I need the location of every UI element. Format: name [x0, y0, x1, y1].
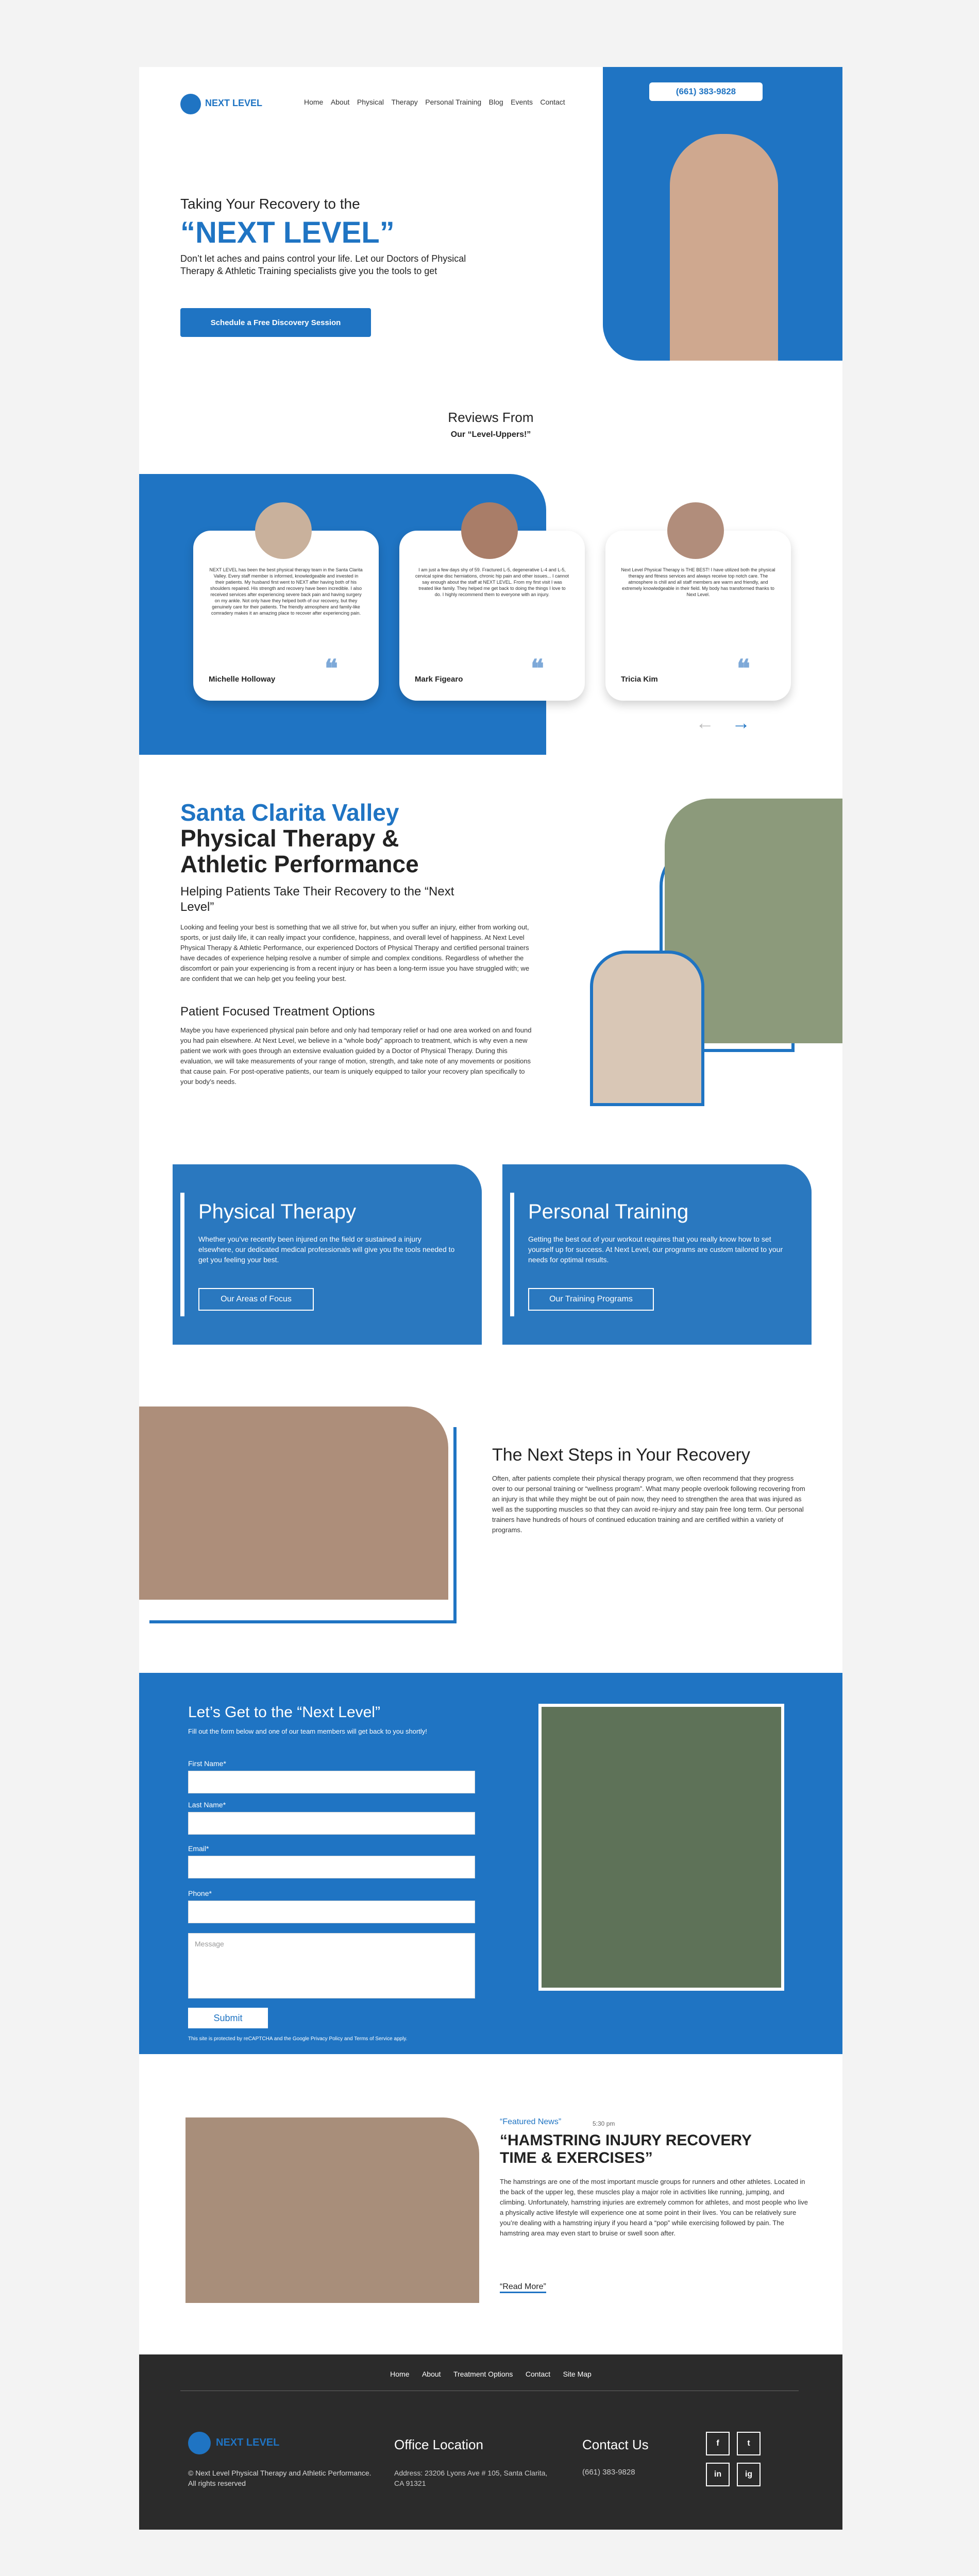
- footer-nav: [139, 2370, 842, 2379]
- hero-highlight: “NEXT LEVEL”: [180, 216, 395, 249]
- review-avatar: [255, 502, 312, 559]
- logo-icon: [180, 94, 201, 114]
- footer-link-home[interactable]: Home: [390, 2370, 410, 2378]
- quote-icon: ❝: [531, 654, 544, 683]
- phone-input[interactable]: [188, 1901, 475, 1923]
- last-name-input[interactable]: [188, 1812, 475, 1835]
- hero-title: Taking Your Recovery to the: [180, 196, 360, 212]
- form-subtitle: Fill out the form below and one of our team members will get back to you shortly!: [188, 1727, 427, 1735]
- nav-about[interactable]: About: [330, 98, 350, 106]
- email-label: Email*: [188, 1844, 209, 1853]
- service-accent-bar: [180, 1193, 184, 1316]
- twitter-icon[interactable]: t: [737, 2432, 761, 2455]
- recaptcha-note: This site is protected by reCAPTCHA and the Google Privacy Policy and Terms of Service apply.: [188, 2036, 408, 2042]
- training-programs-button[interactable]: Our Training Programs: [528, 1288, 654, 1311]
- footer-phone[interactable]: (661) 383-9828: [582, 2468, 635, 2477]
- service-accent-bar: [510, 1193, 514, 1316]
- hero-subtitle: Don’t let aches and pains control your life. Let our Doctors of Physical Therapy & Athletic Training specialists give you the tools to get: [180, 253, 466, 276]
- quote-icon: ❝: [737, 654, 750, 683]
- service-card-personal-training[interactable]: [502, 1164, 812, 1345]
- review-text: Next Level Physical Therapy is THE BEST! I have utilized both the physical therapy and fitness services and always receive top notch care. The atmosphere is chill and all staff members are warm and friendly, and extremely knowledgeable in their field. My body has transformed thanks to Next Level.: [621, 567, 775, 597]
- nav-personal-training[interactable]: Personal Training: [425, 98, 482, 106]
- footer-link-sitemap[interactable]: Site Map: [563, 2370, 592, 2378]
- footer-link-treatment[interactable]: Treatment Options: [453, 2370, 513, 2378]
- hero-photo-panel: [603, 67, 842, 361]
- phone-button[interactable]: (661) 383-9828: [649, 82, 763, 101]
- last-name-label: Last Name*: [188, 1801, 226, 1809]
- social-icons: [706, 2432, 768, 2488]
- main-nav[interactable]: [304, 98, 613, 113]
- office-address: Address: 23206 Lyons Ave # 105, Santa Clarita, CA 91321: [394, 2469, 548, 2487]
- linkedin-icon[interactable]: in: [706, 2463, 730, 2486]
- next-steps-title: The Next Steps in Your Recovery: [492, 1445, 750, 1465]
- message-placeholder: Message: [195, 1940, 224, 1948]
- news-title: “HAMSTRING INJURY RECOVERY TIME & EXERCISES”: [500, 2132, 752, 2166]
- review-card: [605, 531, 791, 701]
- review-card: [193, 531, 379, 701]
- service-text: Getting the best out of your workout requires that you really know how to set yourself up for success. At Next Level, our programs are custom tailored to your needs for optimal results.: [528, 1235, 783, 1264]
- service-title: Physical Therapy: [198, 1200, 357, 1223]
- reviews-heading: Reviews From: [448, 410, 534, 425]
- first-name-label: First Name*: [188, 1759, 226, 1768]
- review-text: NEXT LEVEL has been the best physical therapy team in the Santa Clarita Valley. Every staff member is informed, knowledgeable and invested in their patients. My husband first went to NEXT after having both of his shoulders repaired. His strength and recovery have been incredible. I also received services after experiencing severe back pain and having surgery on my ankle. Not only have they helped both of our recovery, but they genuinely care for their patients. The friendly atmosphere and family-like comradery makes it an amazing place to recover after experiencing pain.: [209, 567, 363, 616]
- read-more-link[interactable]: “Read More”: [500, 2282, 546, 2293]
- nav-blog[interactable]: Blog: [488, 98, 503, 106]
- quote-icon: ❝: [325, 654, 338, 683]
- next-steps-frame: [149, 1427, 457, 1623]
- page: [139, 67, 842, 2530]
- reviews-subheading: Our “Level-Uppers!”: [450, 430, 531, 439]
- nav-therapy[interactable]: Therapy: [391, 98, 418, 106]
- service-card-physical-therapy[interactable]: [173, 1164, 482, 1345]
- review-author: Tricia Kim: [621, 675, 658, 684]
- nav-physical[interactable]: Physical: [357, 98, 384, 106]
- news-time: 5:30 pm: [593, 2120, 615, 2127]
- first-name-input[interactable]: [188, 1771, 475, 1793]
- email-input[interactable]: [188, 1856, 475, 1878]
- submit-button[interactable]: Submit: [188, 2008, 268, 2028]
- message-textarea[interactable]: [188, 1933, 475, 1998]
- facebook-icon[interactable]: f: [706, 2432, 730, 2455]
- about-paragraph-2: Maybe you have experienced physical pain before and only had temporary relief or had one area worked on and found you had pain elsewhere. At Next Level, we believe in a “whole body” approach to treatment, which is why even a new patient we work with goes through an extensive evaluation guided by a Doctor of Physical Therapy. During this evaluation, we will take measurements of your range of motion, strength, and take note of any movements or positions that cause pain. For post-operative patients, our team is uniquely equipped to tailor your recovery plan specifically to your body’s needs.: [180, 1026, 532, 1086]
- nav-contact[interactable]: Contact: [540, 98, 565, 106]
- brand-name: NEXT LEVEL: [205, 98, 263, 108]
- footer-brand: NEXT LEVEL: [216, 2437, 280, 2448]
- nav-events[interactable]: Events: [511, 98, 533, 106]
- review-avatar: [667, 502, 724, 559]
- hero-trainer-photo: [670, 134, 778, 361]
- team-member-photo: [590, 951, 704, 1106]
- team-photo: [538, 1704, 784, 1991]
- logo[interactable]: [180, 94, 294, 114]
- footer-logo-icon: [188, 2432, 211, 2454]
- about-title-line2: Athletic Performance: [180, 851, 419, 877]
- footer-link-contact[interactable]: Contact: [525, 2370, 551, 2378]
- review-card: [399, 531, 585, 701]
- contact-us-title: Contact Us: [582, 2437, 649, 2452]
- about-kicker: Santa Clarita Valley: [180, 799, 399, 826]
- service-text: Whether you’ve recently been injured on the field or sustained a injury elsewhere, our dedicated medical professionals will give you the tools needed to get you feeling your best.: [198, 1235, 455, 1264]
- form-title: Let’s Get to the “Next Level”: [188, 1704, 380, 1721]
- review-text: I am just a few days shy of 59. Fractured L-5, degenerative L-4 and L-5, cervical spine disc herniations, chronic hip pain and other issues... I cannot say enough about the staff at NEXT LEVEL. From my first visit I was treated like family. They helped me get back to doing the things I love to do. I highly recommend them to everyone with an injury.: [415, 567, 569, 597]
- about-subtitle: Helping Patients Take Their Recovery to the “Next Level”: [180, 885, 454, 914]
- news-text: The hamstrings are one of the most important muscle groups for runners and other athletes. Located in the back of the upper leg, these muscles play a major role in activities like running, jumping, and climbing. Unfortunately, hamstring injuries are extremely common for athletes, and most people who live a physically active lifestyle will experience one at some point in their lives. You can be relatively sure you’re dealing with a hamstring injury if you heard a “pop” while exercising followed by pain. The hamstring area may even start to bruise or swell soon after.: [500, 2178, 808, 2237]
- about-paragraph-1: Looking and feeling your best is something that we all strive for, but when you suffer an injury, either from working out, sports, or just daily life, it can really impact your confidence, happiness, and overall level of happiness. At Next Level Physical Therapy & Athletic Performance, our experienced Doctors of Physical Therapy and certified personal trainers have decades of experience helping resolve a number of simple and complex conditions. Regardless of whether the discomfort or pain your experiencing is from a recent injury or has been a long-term issue you have struggled with; we are confident that we can help get you feeling your best.: [180, 923, 530, 982]
- instagram-icon[interactable]: ig: [737, 2463, 761, 2486]
- arrow-left-icon[interactable]: ←: [696, 712, 714, 733]
- nav-home[interactable]: Home: [304, 98, 324, 106]
- review-avatar: [461, 502, 518, 559]
- review-author: Mark Figearo: [415, 675, 463, 684]
- phone-label: Phone*: [188, 1889, 212, 1897]
- footer-link-about[interactable]: About: [421, 2370, 441, 2378]
- office-location-title: Office Location: [394, 2437, 483, 2452]
- copyright-text: © Next Level Physical Therapy and Athletic Performance. All rights reserved: [188, 2469, 372, 2487]
- about-subtitle-2: Patient Focused Treatment Options: [180, 1005, 375, 1019]
- news-photo: [185, 2117, 479, 2303]
- contact-section: [139, 1673, 842, 2054]
- news-tag: “Featured News”: [500, 2117, 562, 2126]
- about-title-line1: Physical Therapy &: [180, 825, 399, 852]
- service-title: Personal Training: [528, 1200, 689, 1223]
- arrow-right-icon[interactable]: →: [732, 712, 750, 733]
- footer-logo[interactable]: [188, 2432, 307, 2456]
- review-author: Michelle Holloway: [209, 675, 276, 684]
- areas-of-focus-button[interactable]: Our Areas of Focus: [198, 1288, 314, 1311]
- next-steps-text: Often, after patients complete their physical therapy program, we often recommend that they progress over to our personal training or “wellness program”. What many people overlook following recovering from an injury is that while they might be out of pain now, they need to strengthen the area that was injured as well as the supporting muscles so that they can avoid re-injury and stay pain free long term. Our personal trainers have hundreds of hours of continued education training and are certified within a variety of programs.: [492, 1475, 805, 1534]
- discovery-session-button[interactable]: Schedule a Free Discovery Session: [180, 308, 371, 337]
- footer: [139, 2354, 842, 2530]
